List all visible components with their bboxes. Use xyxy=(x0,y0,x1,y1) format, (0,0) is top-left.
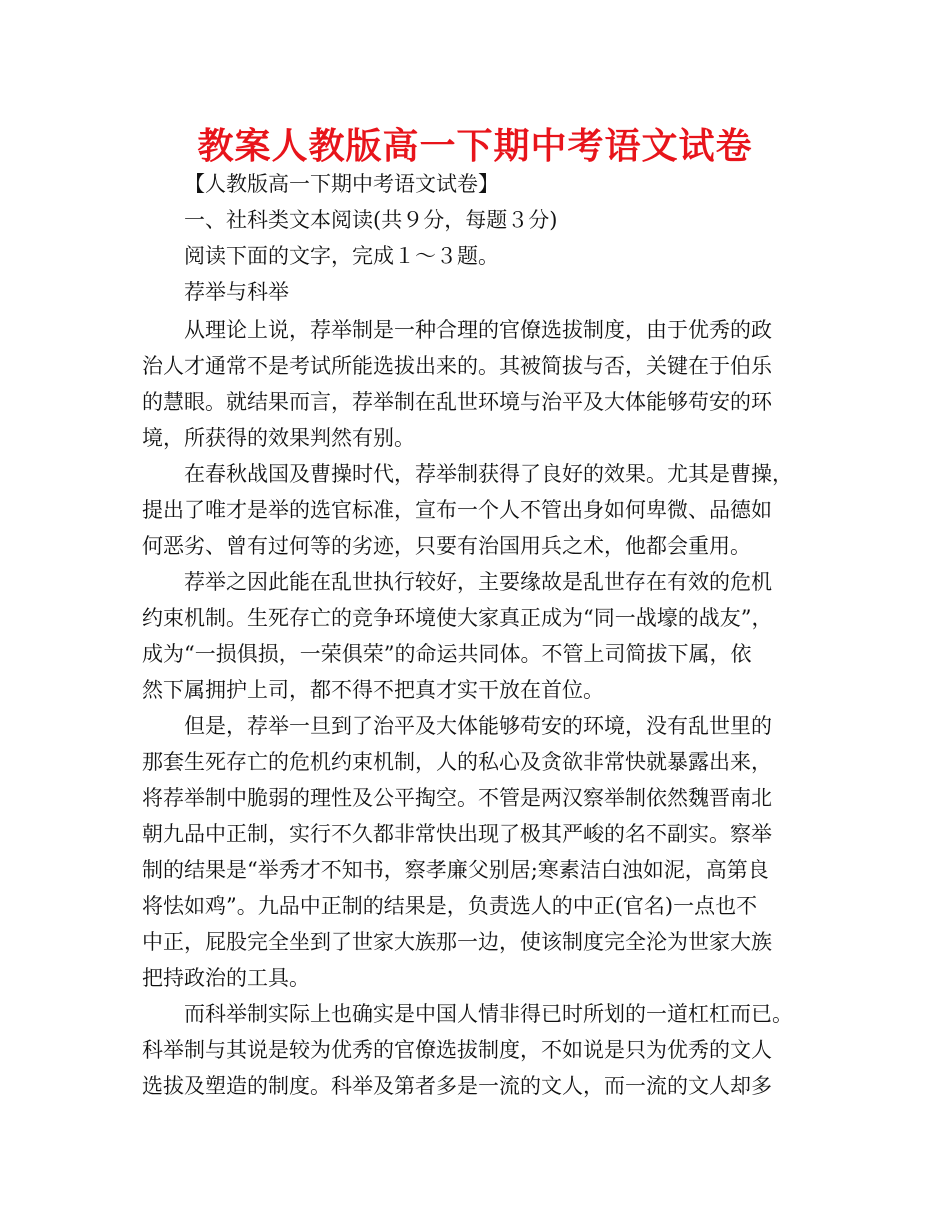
text-line: 境，所获得的效果判然有别。 xyxy=(142,426,415,450)
text-line: 那套生死存亡的危机约束机制，人的私心及贪欲非常快就暴露出来， xyxy=(142,750,772,774)
text-line: 将荐举制中脆弱的理性及公平掏空。不管是两汉察举制依然魏晋南北 xyxy=(142,786,772,810)
text-line: 治人才通常不是考试所能选拔出来的。其被简拔与否，关键在于伯乐 xyxy=(142,354,772,378)
paragraph-1 xyxy=(142,312,832,456)
text-line: 提出了唯才是举的选官标准，宣布一个人不管出身如何卑微、品德如 xyxy=(142,498,772,522)
paragraph-3 xyxy=(142,564,832,708)
text-line: 在春秋战国及曹操时代，荐举制获得了良好的效果。尤其是曹操， xyxy=(184,462,793,486)
text-line: 科举制与其说是较为优秀的官僚选拔制度，不如说是只为优秀的文人 xyxy=(142,1038,772,1062)
paragraph-4 xyxy=(142,708,832,996)
text-line: 选拔及塑造的制度。科举及第者多是一流的文人，而一流的文人却多 xyxy=(142,1074,772,1098)
text-line: 将怯如鸡”。九品中正制的结果是，负责选人的中正(官名)一点也不 xyxy=(142,894,758,918)
section-heading: 一、社科类文本阅读(共９分，每题３分) xyxy=(184,208,558,232)
text-line: 何恶劣、曾有过何等的劣迹，只要有治国用兵之术，他都会重用。 xyxy=(142,534,751,558)
text-line: 朝九品中正制，实行不久都非常快出现了极其严峻的名不副实。察举 xyxy=(142,822,772,846)
text-line: 从理论上说，荐举制是一种合理的官僚选拔制度，由于优秀的政 xyxy=(184,318,772,342)
document-body xyxy=(142,166,832,1104)
text-line: 但是，荐举一旦到了治平及大体能够苟安的环境，没有乱世里的 xyxy=(184,714,772,738)
subtitle: 【人教版高一下期中考语文试卷】 xyxy=(184,172,499,196)
text-line: 然下属拥护上司，都不得不把真才实干放在首位。 xyxy=(142,678,604,702)
text-line: 中正，屁股完全坐到了世家大族那一边，使该制度完全沦为世家大族 xyxy=(142,930,772,954)
text-line: 而科举制实际上也确实是中国人情非得已时所划的一道杠杠而已。 xyxy=(184,1002,793,1026)
text-line: 荐举之因此能在乱世执行较好，主要缘故是乱世存在有效的危机 xyxy=(184,570,772,594)
article-title: 荐举与科举 xyxy=(184,280,289,304)
text-line: 制的结果是“举秀才不知书，察孝廉父别居;寒素洁白浊如泥，高第良 xyxy=(142,858,769,882)
document-title: 教案人教版高一下期中考语文试卷 xyxy=(197,125,753,167)
text-line: 的慧眼。就结果而言，荐举制在乱世环境与治平及大体能够苟安的环 xyxy=(142,390,772,414)
text-line: 把持政治的工具。 xyxy=(142,966,310,990)
paragraph-5 xyxy=(142,996,832,1104)
instruction-line: 阅读下面的文字，完成１～３题。 xyxy=(184,244,499,268)
text-line: 约束机制。生死存亡的竞争环境使大家真正成为“同一战壕的战友”， xyxy=(142,606,773,630)
text-line: 成为“一损俱损，一荣俱荣”的命运共同体。不管上司简拔下属，依 xyxy=(142,642,752,666)
paragraph-2 xyxy=(142,456,832,564)
